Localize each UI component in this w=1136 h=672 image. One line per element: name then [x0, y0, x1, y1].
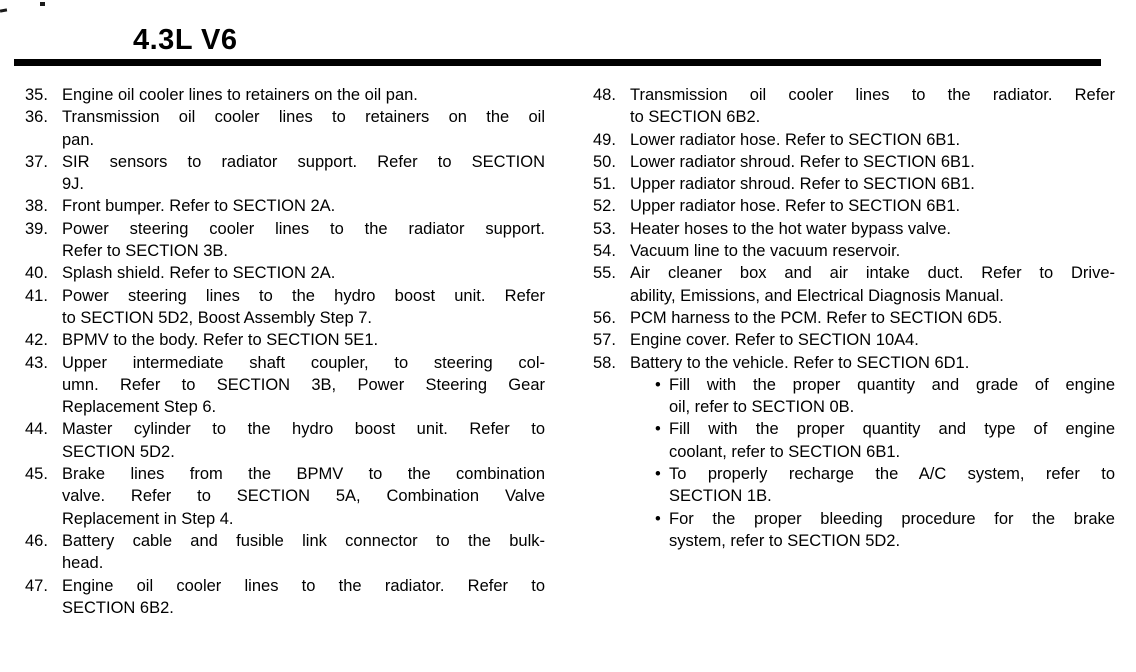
bullet-item — [655, 418, 1115, 463]
text-line: Power steering cooler lines to the radiator support. — [62, 219, 545, 238]
bullet-text — [669, 374, 1115, 419]
header-divider-rule — [14, 59, 1101, 66]
text-line: Transmission oil cooler lines to retainers on the oil — [62, 108, 545, 127]
item-number: 56. — [593, 308, 616, 327]
page-content — [25, 84, 1115, 619]
bullet-item — [655, 374, 1115, 419]
item-text — [62, 195, 545, 217]
scan-artifact-mark — [40, 2, 45, 6]
item-number: 42. — [25, 331, 48, 350]
list-item — [25, 418, 545, 463]
text-line: Upper intermediate shaft coupler, to steering col- — [62, 353, 545, 372]
item-number: 57. — [593, 331, 616, 350]
text-line: Air cleaner box and air intake duct. Refer to Drive- — [630, 264, 1115, 283]
text-line: Splash shield. Refer to SECTION 2A. — [62, 264, 336, 283]
item-text — [62, 218, 545, 263]
item-text — [62, 463, 545, 530]
text-line: Heater hoses to the hot water bypass valve. — [630, 219, 952, 238]
text-line: Engine oil cooler lines to the radiator. Refer to — [62, 576, 545, 595]
text-line: ability, Emissions, and Electrical Diagnosis Manual. — [630, 286, 1004, 305]
item-number: 47. — [25, 576, 48, 595]
item-number: 38. — [25, 197, 48, 216]
item-text — [62, 530, 545, 575]
item-number: 39. — [25, 219, 48, 238]
text-line: SIR sensors to radiator support. Refer to SECTION — [62, 152, 545, 171]
item-number: 53. — [593, 219, 616, 238]
bullet-icon: • — [655, 465, 661, 484]
item-text — [630, 218, 1115, 240]
text-line: Lower radiator hose. Refer to SECTION 6B1. — [630, 130, 961, 149]
bullet-text — [669, 508, 1115, 553]
text-line: umn. Refer to SECTION 3B, Power Steering Gear — [62, 375, 545, 394]
list-item — [593, 151, 1115, 173]
text-line: SECTION 5D2. — [62, 442, 175, 461]
list-item — [25, 329, 545, 351]
bullet-item — [655, 508, 1115, 553]
list-item — [593, 173, 1115, 195]
item-text — [630, 352, 1115, 374]
text-line: Replacement in Step 4. — [62, 509, 234, 528]
item-text — [630, 240, 1115, 262]
text-line: Fill with the proper quantity and grade of engine — [669, 375, 1115, 394]
item-number: 50. — [593, 152, 616, 171]
item-number: 48. — [593, 86, 616, 104]
item-text — [62, 106, 545, 151]
text-line: coolant, refer to SECTION 6B1. — [669, 442, 901, 461]
text-line: SECTION 6B2. — [62, 598, 174, 617]
item-number: 44. — [25, 420, 48, 439]
text-line: Brake lines from the BPMV to the combination — [62, 465, 545, 484]
list-item — [25, 285, 545, 330]
text-line: Lower radiator shroud. Refer to SECTION 6B1. — [630, 152, 975, 171]
item-number: 41. — [25, 286, 48, 305]
list-item — [593, 262, 1115, 307]
list-item — [593, 240, 1115, 262]
text-line: pan. — [62, 130, 95, 149]
list-item — [25, 84, 545, 106]
text-line: Transmission oil cooler lines to the radiator. Refer — [630, 86, 1115, 104]
list-item — [593, 329, 1115, 351]
item-text — [62, 285, 545, 330]
text-line: 9J. — [62, 175, 85, 194]
list-item — [593, 84, 1115, 129]
item-text — [630, 307, 1115, 329]
text-line: valve. Refer to SECTION 5A, Combination Valve — [62, 487, 545, 506]
bullet-icon: • — [655, 420, 661, 439]
text-line: Engine cover. Refer to SECTION 10A4. — [630, 331, 919, 350]
item-text — [62, 151, 545, 196]
bullet-icon: • — [655, 375, 661, 394]
item-number: 49. — [593, 130, 616, 149]
list-item — [593, 218, 1115, 240]
text-line: For the proper bleeding procedure for the brake — [669, 509, 1115, 528]
list-item — [593, 307, 1115, 329]
item-text — [630, 195, 1115, 217]
list-item — [25, 530, 545, 575]
text-line: oil, refer to SECTION 0B. — [669, 398, 855, 417]
list-item — [25, 218, 545, 263]
list-item — [25, 352, 545, 419]
text-line: Vacuum line to the vacuum reservoir. — [630, 242, 901, 261]
item-text — [630, 129, 1115, 151]
item-number: 43. — [25, 353, 48, 372]
text-line: Fill with the proper quantity and type of engine — [669, 420, 1115, 439]
item-number: 40. — [25, 264, 48, 283]
right-column — [593, 84, 1115, 619]
left-column — [25, 84, 545, 619]
item-number: 37. — [25, 152, 48, 171]
text-line: PCM harness to the PCM. Refer to SECTION 6D5. — [630, 308, 1003, 327]
text-line: Battery to the vehicle. Refer to SECTION 6D1. — [630, 353, 970, 372]
text-line: head. — [62, 554, 104, 573]
list-item — [25, 195, 545, 217]
bullet-icon: • — [655, 509, 661, 528]
item-number: 35. — [25, 86, 48, 104]
item-number: 54. — [593, 242, 616, 261]
page-title: 4.3L V6 — [133, 24, 238, 56]
item-text — [62, 575, 545, 620]
item-text — [630, 151, 1115, 173]
list-item — [25, 106, 545, 151]
text-line: SECTION 1B. — [669, 487, 772, 506]
item-text — [62, 418, 545, 463]
text-line: To properly recharge the A/C system, refer to — [669, 465, 1115, 484]
item-number: 55. — [593, 264, 616, 283]
item-number: 52. — [593, 197, 616, 216]
text-line: Engine oil cooler lines to retainers on the oil pan. — [62, 86, 418, 104]
item-text — [630, 329, 1115, 351]
item-text — [630, 173, 1115, 195]
text-line: Battery cable and fusible link connector to the bulk- — [62, 531, 545, 550]
list-item — [593, 195, 1115, 217]
item-text — [62, 84, 545, 106]
item-text — [630, 84, 1115, 129]
item-number: 51. — [593, 175, 616, 194]
item-number: 36. — [25, 108, 48, 127]
text-line: to SECTION 6B2. — [630, 108, 761, 127]
item-text — [62, 329, 545, 351]
list-item — [25, 575, 545, 620]
text-line: Power steering lines to the hydro boost unit. Refer — [62, 286, 545, 305]
item-text — [62, 352, 545, 419]
item-number: 58. — [593, 353, 616, 372]
text-line: to SECTION 5D2, Boost Assembly Step 7. — [62, 308, 372, 327]
list-item — [25, 151, 545, 196]
item-text — [62, 262, 545, 284]
item-text — [630, 262, 1115, 307]
text-line: Front bumper. Refer to SECTION 2A. — [62, 197, 336, 216]
item-number: 45. — [25, 465, 48, 484]
scan-artifact-mark — [0, 8, 7, 12]
list-item — [25, 463, 545, 530]
text-line: Master cylinder to the hydro boost unit. Refer to — [62, 420, 545, 439]
list-item — [25, 262, 545, 284]
bullet-item — [655, 463, 1115, 508]
text-line: Replacement Step 6. — [62, 398, 217, 417]
text-line: system, refer to SECTION 5D2. — [669, 531, 901, 550]
text-line: Upper radiator hose. Refer to SECTION 6B1. — [630, 197, 961, 216]
bullet-text — [669, 418, 1115, 463]
text-line: BPMV to the body. Refer to SECTION 5E1. — [62, 331, 379, 350]
item-number: 46. — [25, 531, 48, 550]
text-line: Refer to SECTION 3B. — [62, 242, 228, 261]
list-item — [593, 352, 1115, 374]
list-item — [593, 129, 1115, 151]
bullet-text — [669, 463, 1115, 508]
text-line: Upper radiator shroud. Refer to SECTION 6B1. — [630, 175, 975, 194]
